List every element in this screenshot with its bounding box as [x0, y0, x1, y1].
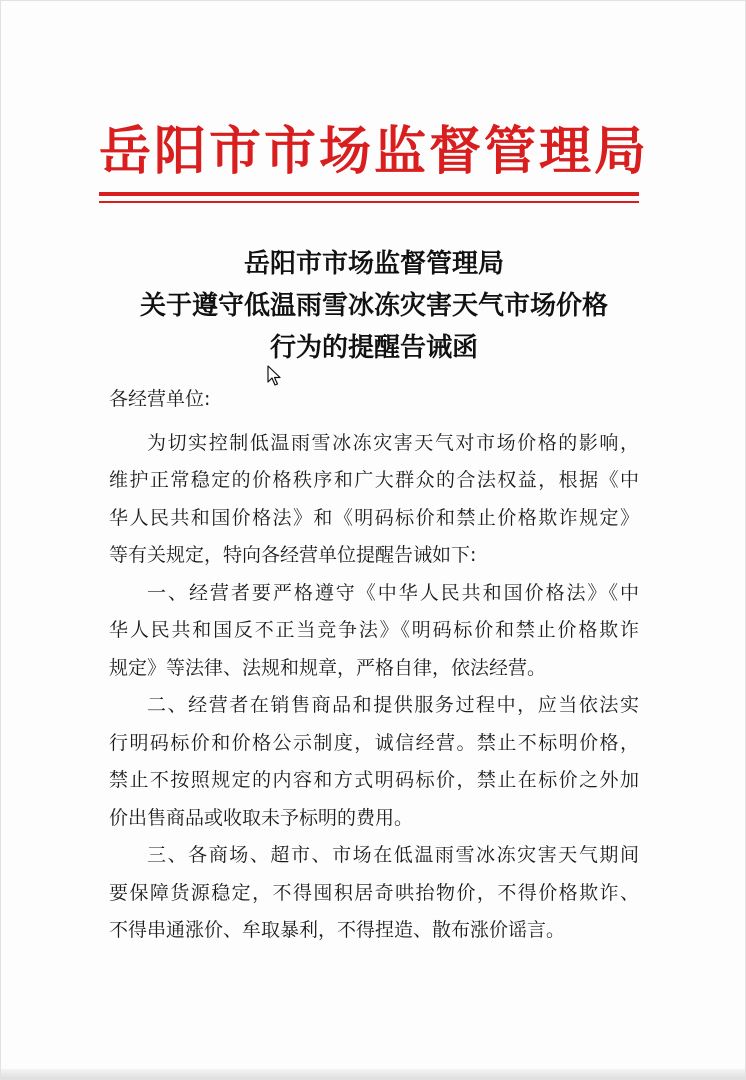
paragraph-line: 三、各商场、超市、市场在低温雨雪冰冻灾害天气期间	[147, 844, 639, 866]
title-line-1: 岳阳市市场监督管理局	[243, 249, 504, 279]
title-line-3: 行为的提醒告诫函	[269, 333, 478, 363]
paragraph-line: 规定》等法律、法规和规章，严格自律，依法经营。	[109, 656, 547, 679]
paragraph-line: 不得串通涨价、牟取暴利，不得捏造、散布涨价谣言。	[109, 919, 566, 941]
paragraph-item-3	[109, 837, 639, 950]
paragraph-line: 要保障货源稳定，不得囤积居奇哄抬物价，不得价格欺诈、	[109, 881, 639, 904]
document-title	[1, 243, 746, 369]
paragraph-line: 华人民共和国反不正当竞争法》《明码标价和禁止价格欺诈	[109, 619, 639, 641]
title-line-2: 关于遵守低温雨雪冰冻灾害天气市场价格	[139, 291, 608, 321]
paragraph-line: 等有关规定，特向各经营单位提醒告诫如下:	[109, 544, 477, 566]
letterhead-rule-thin	[99, 201, 639, 203]
letter-body	[109, 381, 639, 950]
paragraph-line: 一、经营者要严格遵守《中华人民共和国价格法》《中	[147, 581, 639, 604]
paragraph-line: 价出售商品或收取未予标明的费用。	[109, 806, 414, 829]
paragraph-item-1	[109, 575, 639, 688]
letterhead-title: 岳阳市市场监督管理局	[98, 121, 649, 182]
salutation: 各经营单位:	[109, 388, 211, 410]
letterhead-rule-thick	[99, 192, 639, 196]
paragraph-item-2	[109, 687, 639, 837]
paragraph-line: 为切实控制低温雨雪冰冻灾害天气对市场价格的影响，	[147, 431, 639, 454]
paragraph-line: 禁止不按照规定的内容和方式明码标价，禁止在标价之外加	[109, 769, 639, 791]
paragraph-line: 维护正常稳定的价格秩序和广大群众的合法权益，根据《中	[109, 469, 639, 491]
paragraph-line: 二、经营者在销售商品和提供服务过程中，应当依法实	[147, 694, 639, 716]
paragraph-intro	[109, 425, 639, 575]
paragraph-line: 行明码标价和价格公示制度，诚信经营。禁止不标明价格，	[109, 731, 639, 754]
paragraph-line: 华人民共和国价格法》和《明码标价和禁止价格欺诈规定》	[109, 506, 639, 529]
